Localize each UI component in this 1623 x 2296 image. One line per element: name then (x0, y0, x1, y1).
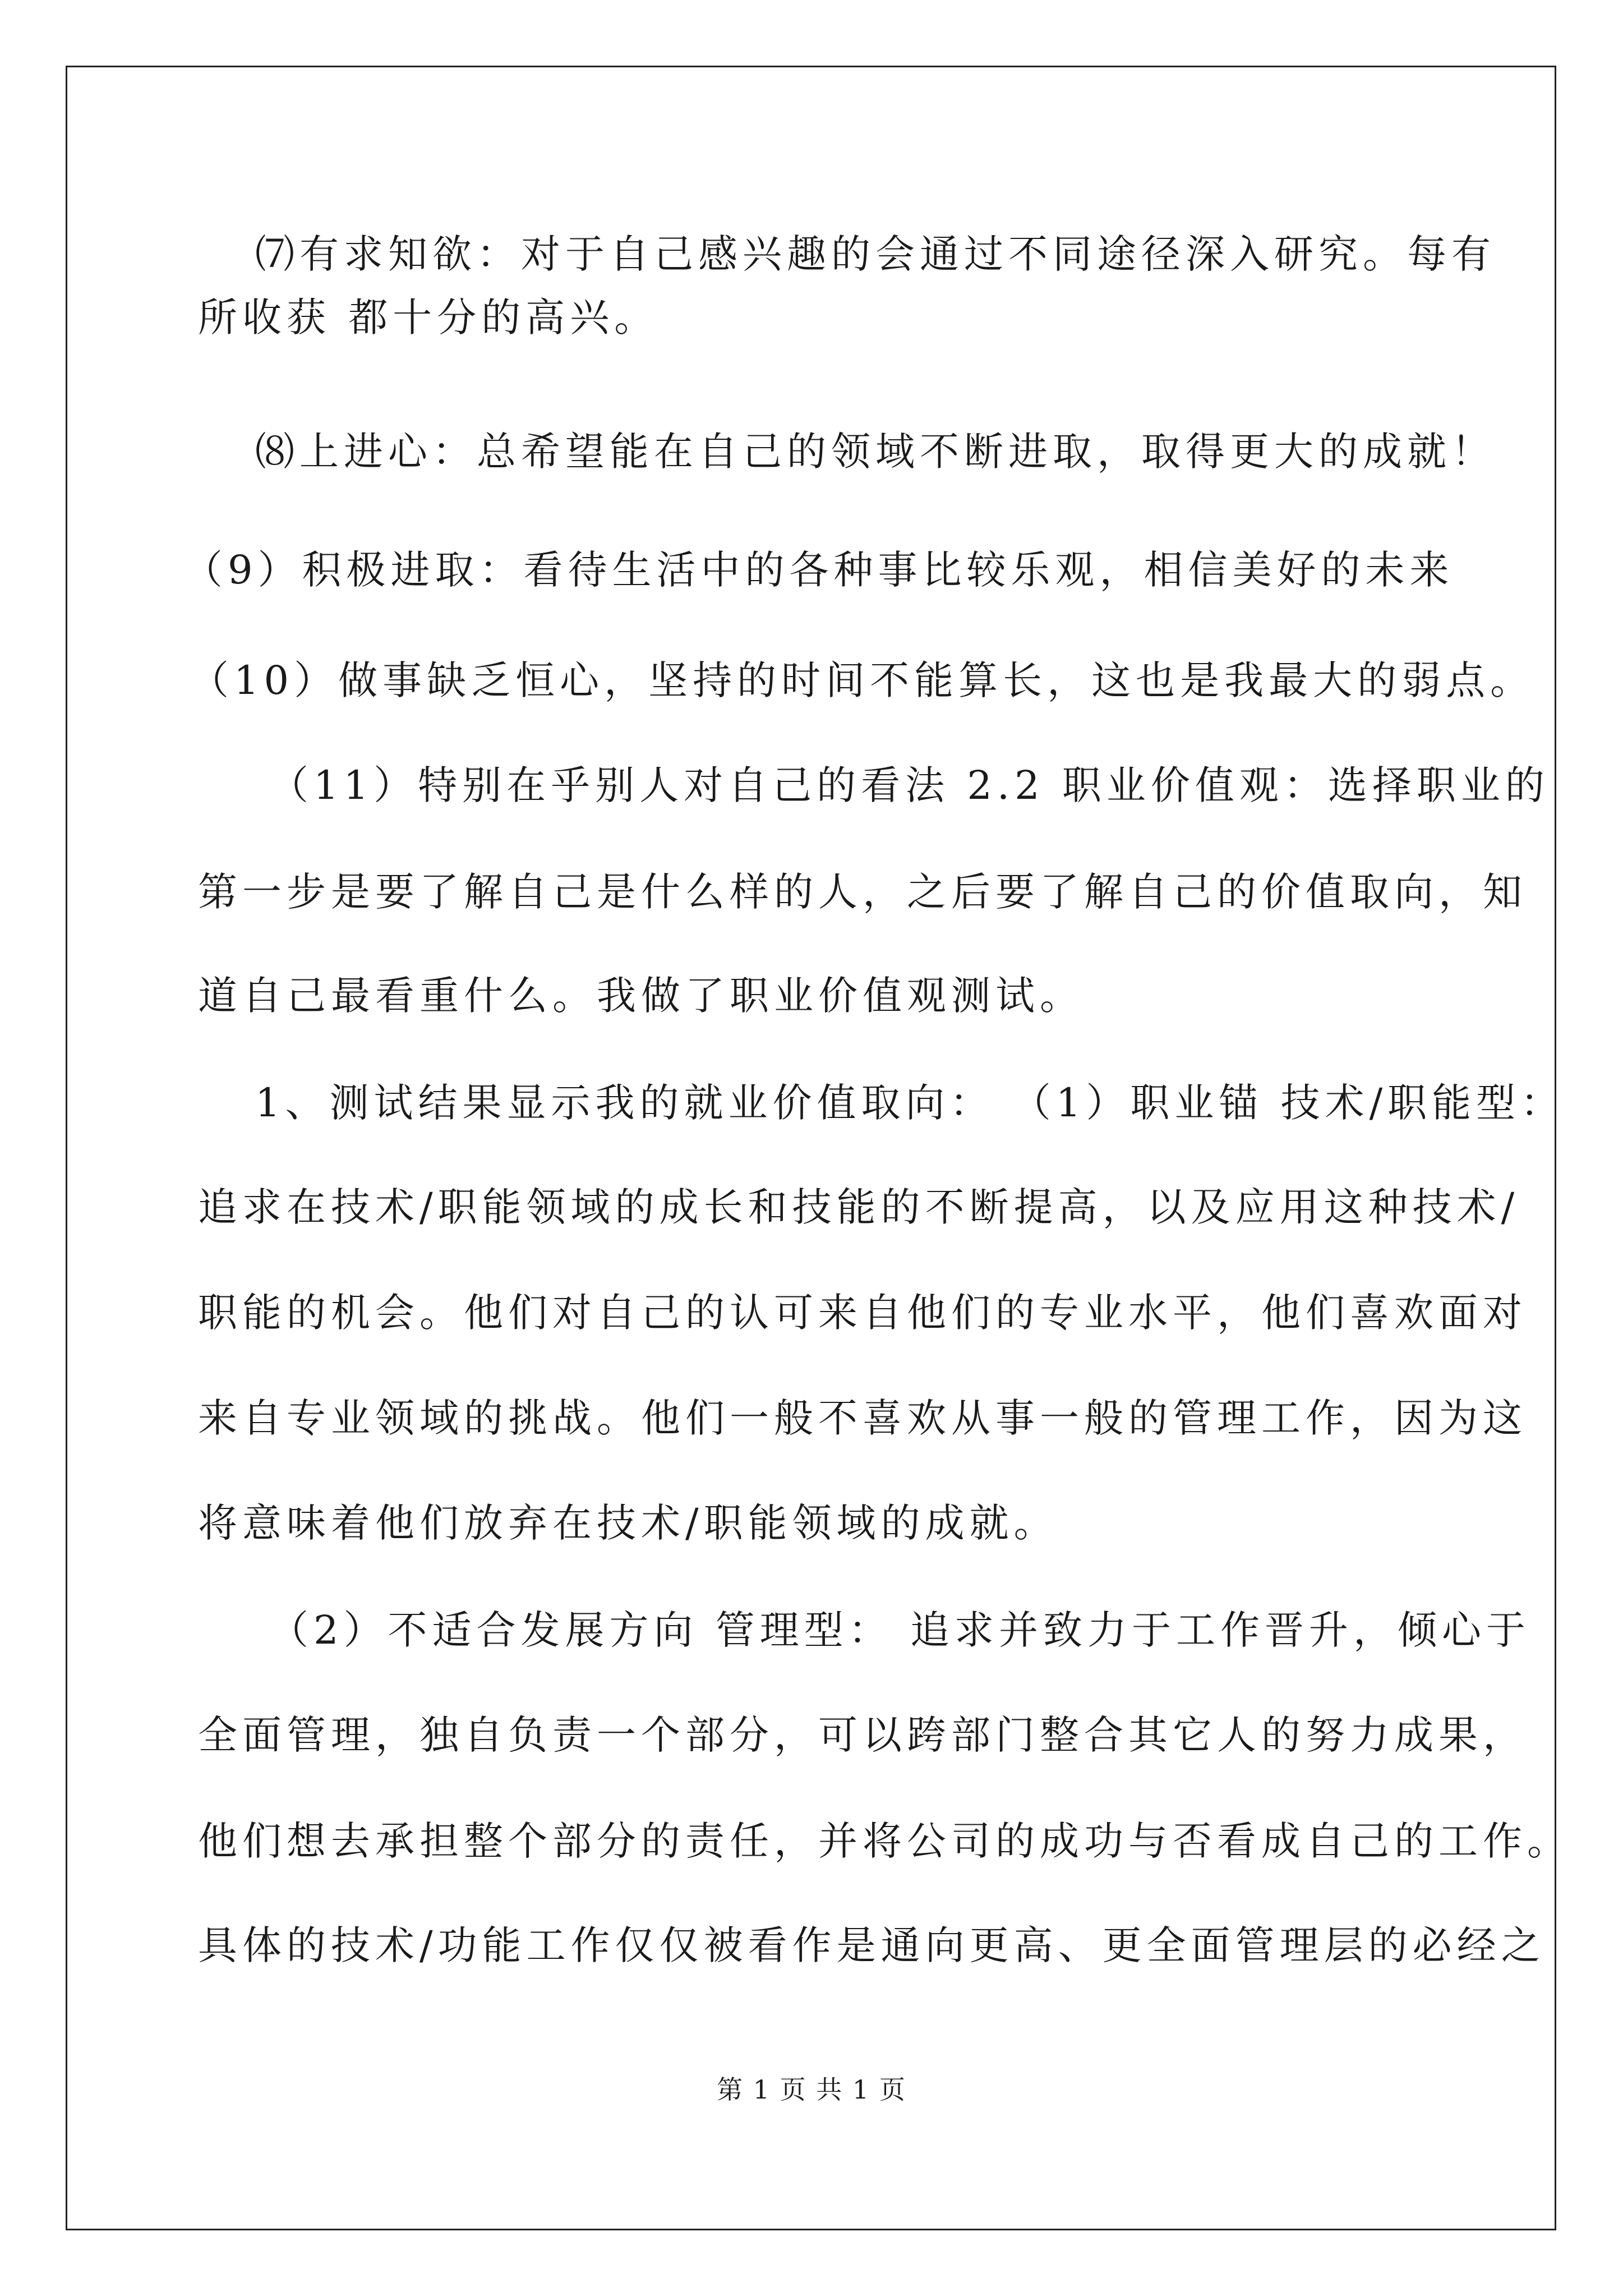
page-footer: 第 1 页 共 1 页 (717, 2074, 906, 2105)
text-line-13: 将意味着他们放弃在技术/职能领域的成就。 (198, 1500, 1058, 1546)
text-line-11: 职能的机会。他们对自己的认可来自他们的专业水平，他们喜欢面对 (198, 1290, 1527, 1336)
text-line-2: 所收获 都十分的高兴。 (198, 295, 659, 341)
text-line-9: 1、测试结果显示我的就业价值取向： （1）职业锚 技术/职能型： (255, 1080, 1565, 1126)
text-line-15: 全面管理，独自负责一个部分，可以跨部门整合其它人的努力成果， (198, 1712, 1527, 1758)
text-line-1: ⑺有求知欲：对于自己感兴趣的会通过不同途径深入研究。每有 (255, 231, 1496, 277)
text-line-3: ⑻上进心：总希望能在自己的领域不断进取，取得更大的成就！ (255, 429, 1496, 475)
text-line-12: 来自专业领域的挑战。他们一般不喜欢从事一般的管理工作，因为这 (198, 1395, 1527, 1441)
text-line-7: 第一步是要了解自己是什么样的人，之后要了解自己的价值取向，知 (198, 869, 1527, 915)
text-line-16: 他们想去承担整个部分的责任，并将公司的成功与否看成自己的工作。 (198, 1818, 1571, 1864)
text-line-8: 道自己最看重什么。我做了职业价值观测试。 (198, 973, 1084, 1019)
text-line-4: （9）积极进取：看待生活中的各种事比较乐观，相信美好的未来 (183, 547, 1454, 593)
page-border (66, 66, 1556, 2230)
text-line-5: （10）做事缺乏恒心，坚持的时间不能算长，这也是我最大的弱点。 (190, 657, 1535, 703)
text-line-17: 具体的技术/功能工作仅仅被看作是通向更高、更全面管理层的必经之 (198, 1922, 1546, 1968)
text-line-14: （2）不适合发展方向 管理型： 追求并致力于工作晋升，倾心于 (269, 1607, 1531, 1653)
text-line-6: （11）特别在乎别人对自己的看法 2.2 职业价值观：选择职业的 (269, 762, 1550, 808)
text-line-10: 追求在技术/职能领域的成长和技能的不断提高，以及应用这种技术/ (198, 1184, 1520, 1230)
